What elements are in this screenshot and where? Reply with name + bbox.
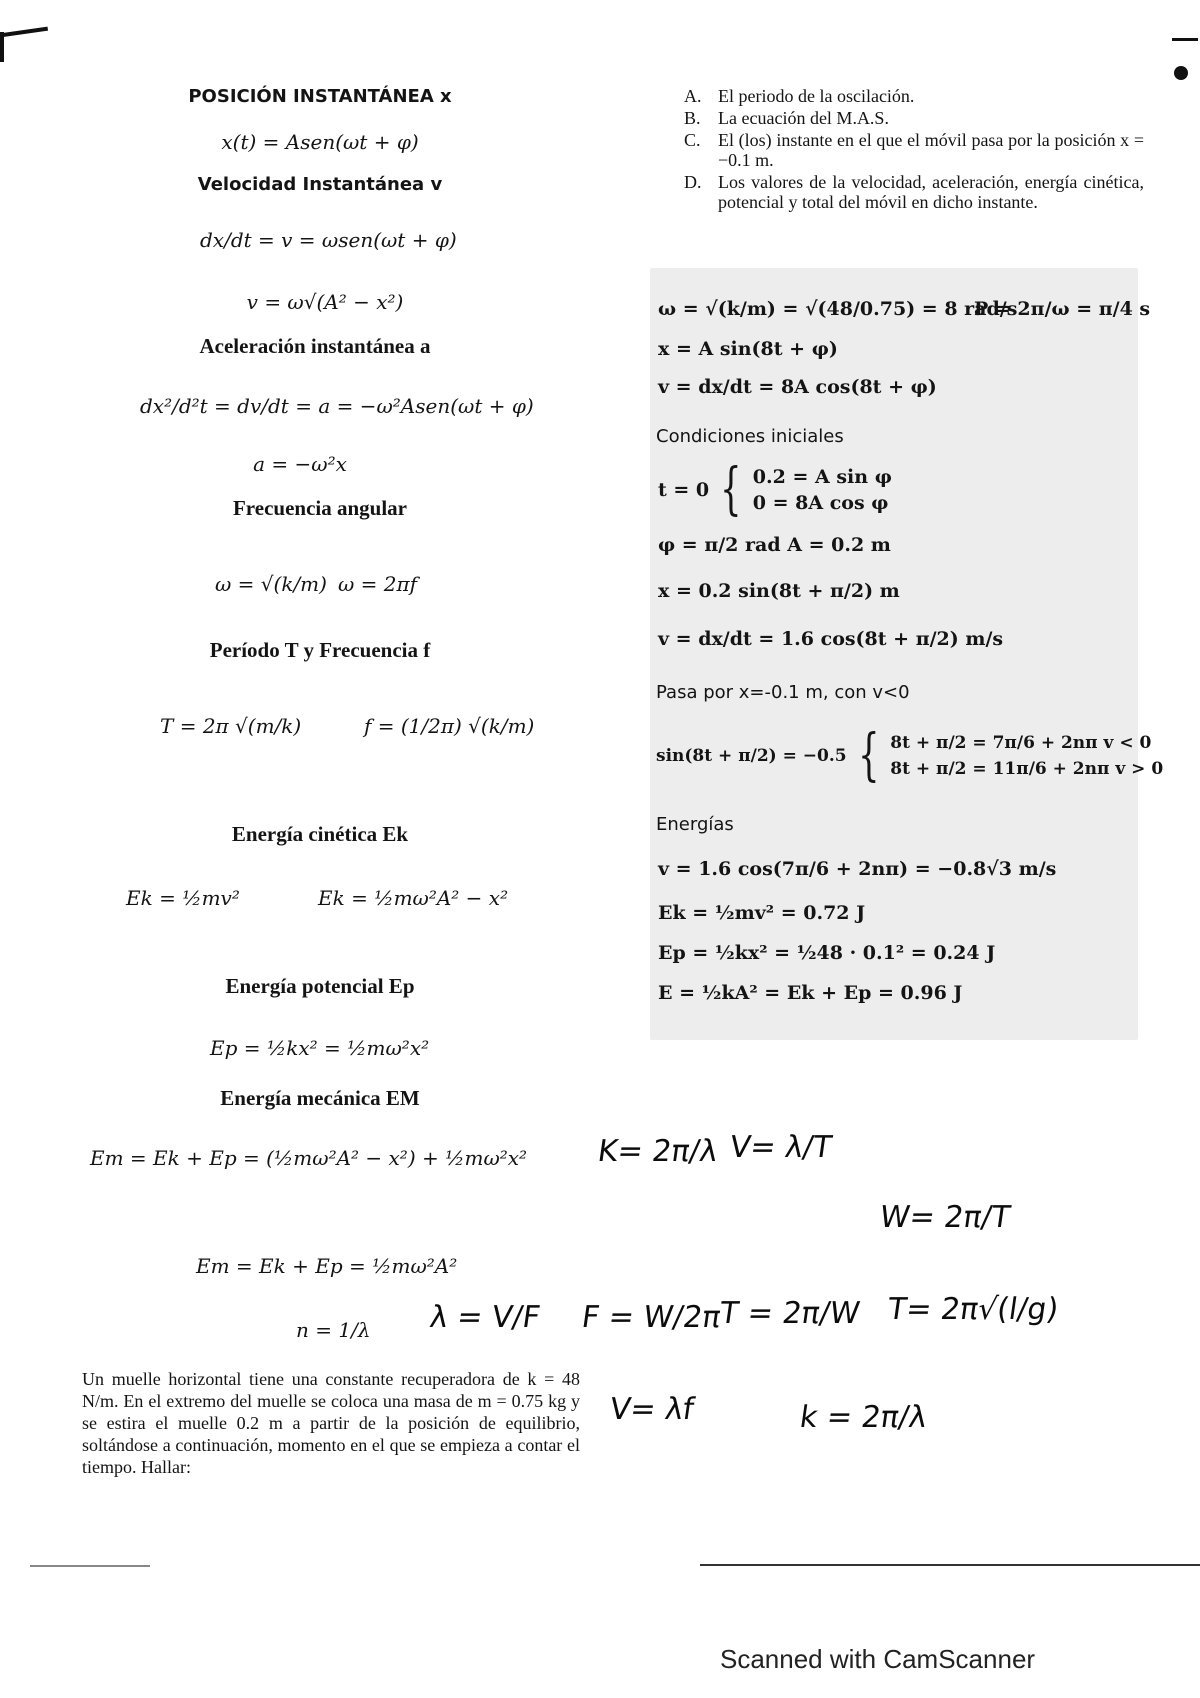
sin-solution-row: 8t + π/2 = 11π/6 + 2nπ v > 0	[890, 759, 1164, 779]
question-letter: D.	[684, 172, 702, 192]
heading-angular-frequency: Frecuencia angular	[232, 496, 407, 520]
heading-potential-energy: Energía potencial Ep	[225, 974, 415, 998]
equation-mechanical-expanded: Em = Ek + Ep = (½mω²A² − x²) + ½mω²x²	[90, 1146, 528, 1170]
solution-sin-system	[656, 723, 1164, 788]
bottom-rule-left	[30, 1565, 150, 1567]
handwritten-k-formula: K= 2π/λ	[595, 1134, 720, 1169]
solution-potential-energy: Ep = ½kx² = ½48 · 0.1² = 0.24 J	[658, 942, 996, 964]
equation-kinetic-amplitude: Ek = ½mω²A² − x²	[318, 886, 509, 910]
question-letter: B.	[684, 108, 701, 128]
solution-phi-amplitude: φ = π/2 rad A = 0.2 m	[658, 534, 891, 556]
question-item	[684, 108, 1144, 128]
question-item	[684, 86, 1144, 106]
equation-angular-sqrt: ω = √(k/m)	[215, 572, 327, 596]
corner-mark-top-right	[1172, 38, 1198, 41]
left-brace: {	[720, 457, 742, 522]
heading-period-frequency: Período T y Frecuencia f	[209, 638, 431, 662]
heading-acceleration: Aceleración instantánea a	[199, 334, 431, 358]
solution-omega: ω = √(k/m) = √(48/0.75) = 8 rad/s	[658, 298, 1018, 320]
equation-acceleration-derivative: dx²/d²t = dv/dt = a = −ω²Asen(ωt + φ)	[140, 394, 534, 418]
question-item	[684, 172, 1144, 212]
solution-velocity-value: v = 1.6 cos(7π/6 + 2nπ) = −0.8√3 m/s	[658, 858, 1057, 880]
problem-statement: Un muelle horizontal tiene una constante recuperadora de k = 48 N/m. En el extremo del muelle se coloca una masa de m = 0.75 kg y se estira el muelle 0.2 m a partir de la posición de equilibrio, soltándose a continuación, momento en el que se empieza a contar el tiempo. Hallar:	[82, 1369, 580, 1477]
question-text: Los valores de la velocidad, aceleración, energía cinética, potencial y total del móvil en dicho instante.	[718, 172, 1144, 212]
scanner-watermark: Scanned with CamScanner	[720, 1644, 1036, 1674]
heading-velocity: Velocidad Instantánea v	[197, 174, 443, 195]
question-list	[684, 86, 1144, 214]
equation-period: T = 2π √(m/k)	[160, 714, 302, 738]
equation-n-lambda: n = 1/λ	[296, 1318, 371, 1342]
initial-condition-row: 0 = 8A cos φ	[752, 492, 889, 514]
corner-mark-top-left	[0, 27, 48, 38]
question-letter: C.	[684, 130, 701, 150]
equation-position: x(t) = Asen(ωt + φ)	[221, 130, 419, 154]
corner-mark-top-left-vertical	[0, 32, 4, 62]
solution-v-equation: v = dx/dt = 8A cos(8t + φ)	[658, 376, 937, 398]
sin-equation-lhs: sin(8t + π/2) = −0.5	[656, 746, 847, 766]
heading-position: POSICIÓN INSTANTÁNEA x	[188, 86, 452, 107]
sin-solution-row: 8t + π/2 = 7π/6 + 2nπ v < 0	[890, 733, 1152, 753]
question-text: El periodo de la oscilación.	[718, 86, 915, 106]
handwritten-w-formula: W= 2π/T	[877, 1200, 1013, 1235]
equation-velocity-derivative: dx/dt = v = ωsen(ωt + φ)	[200, 228, 457, 252]
question-text: La ecuación del M.A.S.	[718, 108, 889, 128]
solution-heading-pass: Pasa por x=-0.1 m, con v<0	[656, 682, 910, 703]
handwritten-k-lambda: k = 2π/λ	[797, 1400, 930, 1435]
scan-dot	[1174, 66, 1188, 80]
solution-kinetic-energy: Ek = ½mv² = 0.72 J	[658, 902, 866, 924]
solution-heading-initial-conditions: Condiciones iniciales	[656, 426, 844, 447]
solution-heading-energies: Energías	[656, 814, 734, 835]
handwritten-t-formula: T = 2π/W	[717, 1296, 862, 1331]
left-brace: {	[857, 723, 880, 788]
solution-x-final: x = 0.2 sin(8t + π/2) m	[658, 580, 900, 602]
handwritten-f-formula: F = W/2π	[579, 1300, 723, 1335]
handwritten-lambda-formula: λ = V/F	[427, 1300, 543, 1335]
t0-label: t = 0	[658, 479, 710, 501]
solution-initial-system	[658, 457, 892, 522]
handwritten-v-lambda-f: V= λf	[607, 1392, 696, 1427]
equation-angular-2pif: ω = 2πf	[338, 572, 418, 596]
bottom-rule-right	[700, 1564, 1200, 1566]
heading-mechanical-energy: Energía mecánica EM	[220, 1086, 420, 1110]
equation-potential: Ep = ½kx² = ½mω²x²	[210, 1036, 430, 1060]
solution-period: P = 2π/ω = π/4 s	[974, 298, 1151, 320]
question-text: El (los) instante en el que el móvil pasa por la posición x = −0.1 m.	[718, 130, 1144, 170]
equation-mechanical-total: Em = Ek + Ep = ½mω²A²	[196, 1254, 458, 1278]
question-letter: A.	[684, 86, 702, 106]
equation-kinetic-mv2: Ek = ½mv²	[126, 886, 240, 910]
solution-x-equation: x = A sin(8t + φ)	[658, 338, 838, 360]
solution-total-energy: E = ½kA² = Ek + Ep = 0.96 J	[658, 982, 963, 1004]
solution-v-final: v = dx/dt = 1.6 cos(8t + π/2) m/s	[658, 628, 1004, 650]
initial-condition-row: 0.2 = A sin φ	[752, 466, 892, 488]
heading-kinetic-energy: Energía cinética Ek	[231, 822, 409, 846]
handwritten-pendulum-period: T= 2π√(l/g)	[885, 1292, 1061, 1327]
equation-acceleration-simple: a = −ω²x	[253, 452, 347, 476]
question-item	[684, 130, 1144, 170]
equation-frequency: f = (1/2π) √(k/m)	[364, 714, 535, 738]
handwritten-v-lambda-t: V= λ/T	[727, 1130, 834, 1165]
equation-velocity-amplitude: v = ω√(A² − x²)	[246, 290, 404, 314]
